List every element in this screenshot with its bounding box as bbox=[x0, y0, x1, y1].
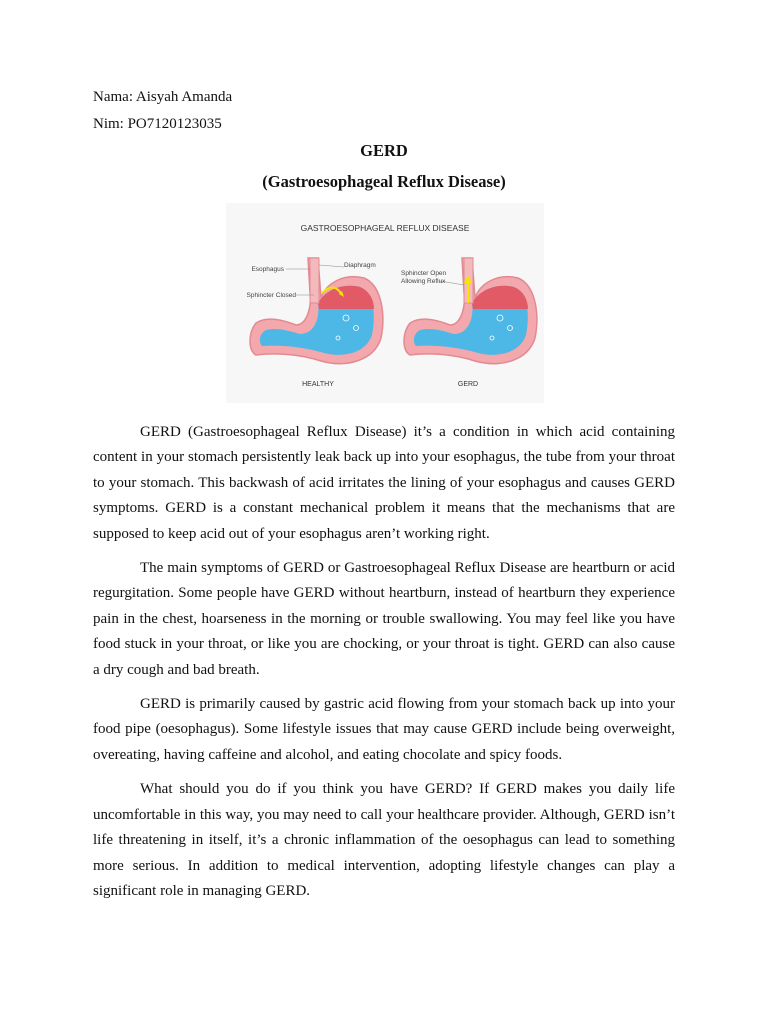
paragraph-definition: GERD (Gastroesophageal Reflux Disease) it’s a condition in which acid containing content in your stomach persistently leak back up into your esophagus, the tube from your throat to your stomach. This backwash of acid irritates the lining of your esophagus and causes GERD symptoms. GERD is a constant mechanical problem it means that the mechanisms that are supposed to keep acid out of your esophagus aren’t working right. bbox=[93, 424, 675, 542]
label-sphincter-closed: Sphincter Closed bbox=[246, 292, 296, 299]
label-esophagus: Esophagus bbox=[251, 266, 284, 273]
student-name: Nama: Aisyah Amanda bbox=[93, 89, 233, 105]
body-text bbox=[93, 420, 675, 913]
stomach-diagram bbox=[226, 203, 544, 403]
gerd-illustration bbox=[226, 203, 544, 403]
paragraph-symptoms: The main symptoms of GERD or Gastroesophageal Reflux Disease are heartburn or acid regurgitation. Some people have GERD without heartburn, instead of heartburn they experience pain in the chest, hoarseness in the morning or trouble swallowing. You may feel like you have food stuck in your throat, or like you are chocking, or your throat is tight. GERD can also cause a dry cough and bad breath. bbox=[93, 560, 675, 678]
label-diaphragm: Diaphragm bbox=[344, 262, 376, 269]
caption-healthy: HEALTHY bbox=[302, 381, 334, 388]
document-subtitle: (Gastroesophageal Reflux Disease) bbox=[262, 172, 506, 191]
student-nim: Nim: PO7120123035 bbox=[93, 116, 222, 132]
document-title: GERD bbox=[360, 141, 408, 160]
label-allowing-reflux: Allowing Reflux bbox=[401, 278, 446, 285]
figure-title: GASTROESOPHAGEAL REFLUX DISEASE bbox=[300, 223, 470, 233]
paragraph-management: What should you do if you think you have GERD? If GERD makes you daily life uncomfortable in this way, you may need to call your healthcare provider. Although, GERD isn’t life threatening in itself, it’s a chronic inflammation of the oesophagus can lead to something more serious. In addition to medical intervention, adopting lifestyle changes can play a significant role in managing GERD. bbox=[93, 781, 675, 899]
paragraph-causes: GERD is primarily caused by gastric acid flowing from your stomach back up into your food pipe (oesophagus). Some lifestyle issues that may cause GERD include being overweight, overeating, having caffeine and alcohol, and eating chocolate and spicy foods. bbox=[93, 696, 675, 763]
healthy-esophagus bbox=[310, 258, 319, 303]
label-sphincter-open: Sphincter Open bbox=[401, 270, 447, 277]
caption-gerd: GERD bbox=[457, 381, 479, 388]
